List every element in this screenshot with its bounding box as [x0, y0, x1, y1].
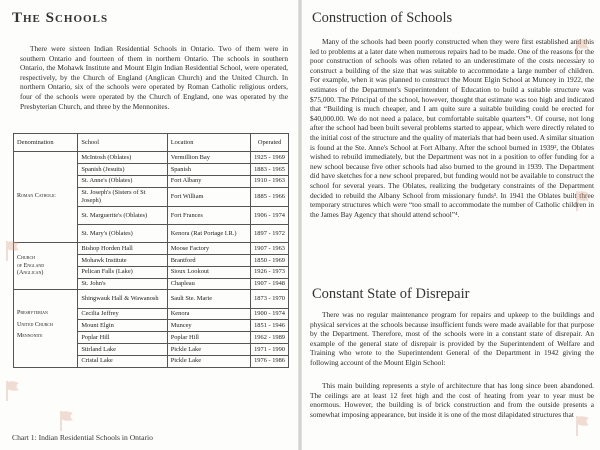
operated-cell: 1851 - 1946 [251, 320, 289, 332]
denomination-label: of England [17, 262, 45, 269]
section-title: Constant State of Disrepair [312, 286, 470, 302]
denomination-label: Church [17, 254, 36, 261]
operated-cell: 1883 - 1965 [251, 163, 289, 175]
left-page [0, 0, 298, 450]
operated-cell: 1906 - 1974 [251, 206, 289, 224]
school-cell: Bishop Horden Hall [78, 243, 167, 255]
operated-cell: 1926 - 1973 [251, 266, 289, 278]
location-cell: Fort William [167, 187, 250, 206]
table-caption: Chart 1: Indian Residential Schools in Ontario [12, 433, 153, 442]
table-header-row [14, 134, 289, 152]
school-cell: St. Anne's (Oblates) [78, 175, 167, 187]
operated-cell: 1873 - 1970 [251, 290, 289, 308]
construction-paragraph: Many of the schools had been poorly constructed when they were first established and this led to problems at a later date when numerous repairs had to be made. One of the reasons for the poor construction of schools was often related to an underestimate of the costs necessary to construct a building of the size that was suitable to accommodate a large number of children. For example, when it was planned to construct the Mount Elgin School at Muncey in 1922, the estimates of the Department's Superintendent of Education to build a suitable structure was $75,000. The Principal of the school, however, thought that estimate was too high and indicated that “Building is much cheaper, and I am quite sure a suitable building could be erected for $40,000.00. We do not need a palace, but comfortable suitable quarters”¹. Of course, not long after the school had been built several problems started to appear, which were directly related to the initial cost of the structure and the quality of materials that had been used. A similar situation is found at the Ste. Anne's School at Fort Albany. After the school burned in 1939², the Oblates wished to rebuild immediately, but the Department was not in a position to offer funding for a new school because five other schools had also burned to the ground in 1939. The Department did have sketches for a new school prepared, but funding would not be available to construct the school for several years. The Oblates, realizing the budgetary constraints of the Department decided to rebuild the Albany School from missionary funds³. In 1941 the Oblates built three temporary structures which were “too small to accommodate the number of Catholic children in the James Bay Agency that should attend school”⁴. [310, 37, 594, 219]
school-cell: Pelican Falls (Lake) [78, 266, 167, 278]
table-row [14, 290, 289, 308]
location-cell: Sault Ste. Marie [167, 290, 250, 308]
denomination-cell [14, 152, 78, 243]
schools-table [13, 133, 289, 368]
location-cell: Moose Factory [167, 243, 250, 255]
school-cell: Cristal Lake [78, 355, 167, 367]
denomination-label: Presbyterian [17, 310, 48, 317]
location-cell: Sioux Lookout [167, 266, 250, 278]
page-title: The Schools [12, 10, 109, 26]
intro-paragraph: There were sixteen Indian Residential Schools in Ontario. Two of them were in southern Ontario and fourteen of them in northern Ontario. The schools in southern Ontario, the Mohawk Institute and Mount Elgin Indian Residential School, were operated, respectively, by the Church of England (Anglican Church) and the United Church. In northern Ontario, six of the schools were operated by Roman Catholic religious orders, four of the schools were operated by the Church of England, one was operated by the Presbyterian Church, and three by the Mennonites. [20, 44, 288, 111]
location-cell: Muncey [167, 320, 250, 332]
operated-cell: 1910 - 1963 [251, 175, 289, 187]
operated-cell: 1885 - 1966 [251, 187, 289, 206]
operated-cell: 1925 - 1969 [251, 152, 289, 164]
flag-watermark-icon [4, 240, 22, 262]
school-cell: Poplar Hill [78, 332, 167, 344]
denomination-label: Mennonite [17, 333, 43, 340]
school-cell: Stirland Lake [78, 343, 167, 355]
location-cell: Vermillion Bay [167, 152, 250, 164]
location-cell: Kenora (Rat Portage I.R.) [167, 225, 250, 243]
header-school: School [78, 134, 167, 152]
location-cell: Poplar Hill [167, 332, 250, 344]
school-cell: St. Joseph's (Sisters of St Joseph) [78, 187, 167, 206]
flag-watermark-icon [574, 415, 592, 437]
flag-watermark-icon [4, 380, 22, 402]
operated-cell: 1907 - 1963 [251, 243, 289, 255]
section-title: Construction of Schools [312, 10, 453, 26]
denomination-label: (Anglican) [17, 270, 44, 277]
header-denomination: Denomination [14, 134, 78, 152]
school-cell: McIntosh (Oblates) [78, 152, 167, 164]
operated-cell: 1900 - 1974 [251, 308, 289, 320]
school-cell: Cecilia Jeffrey [78, 308, 167, 320]
table-row [14, 243, 289, 255]
school-cell: St. Mary's (Oblates) [78, 225, 167, 243]
school-cell: Mount Elgin [78, 320, 167, 332]
operated-cell: 1962 - 1989 [251, 332, 289, 344]
quoted-paragraph: This main building represents a style of architecture that has long since been abandoned. The ceilings are at least 12 feet high and the cost of heating from year to year must be enormous. However, the building is of brick construction and from the outside presents a somewhat imposing appearance, but inside it is one of the most dilapidated structures that [310, 381, 594, 419]
school-cell: Shingwauk Hall & Wawanosh [78, 290, 167, 308]
disrepair-paragraph: There was no regular maintenance program for repairs and upkeep to the buildings and physical services at the schools because insufficient funds were made available for that purpose by the Department. Therefore, most of the schools were in a constant state of disrepair. An example of the general state of disrepair is provided by the Superintendent of Welfare and Training who wrote to the Superintendent General of the Department in 1942 giving the following account of the Mount Elgin School: [310, 310, 594, 367]
location-cell: Pickle Lake [167, 343, 250, 355]
location-cell: Fort Albany [167, 175, 250, 187]
header-operated: Operated [251, 134, 289, 152]
header-location: Location [167, 134, 250, 152]
operated-cell: 1897 - 1972 [251, 225, 289, 243]
school-cell: Mohawk Institute [78, 255, 167, 267]
location-cell: Spanish [167, 163, 250, 175]
location-cell: Chapleau [167, 278, 250, 290]
flag-watermark-icon [58, 410, 76, 432]
denomination-label: United Church [17, 321, 53, 328]
school-cell: St. John's [78, 278, 167, 290]
denomination-cell [14, 290, 78, 367]
operated-cell: 1850 - 1969 [251, 255, 289, 267]
flag-watermark-icon [574, 190, 592, 212]
right-page [302, 0, 600, 450]
school-cell: Spanish (Jesuits) [78, 163, 167, 175]
location-cell: Pickle Lake [167, 355, 250, 367]
location-cell: Fort Frances [167, 206, 250, 224]
operated-cell: 1976 - 1986 [251, 355, 289, 367]
location-cell: Brantford [167, 255, 250, 267]
denomination-cell [14, 243, 78, 290]
operated-cell: 1971 - 1990 [251, 343, 289, 355]
table-row [14, 152, 289, 164]
denomination-label: Roman Catholic [17, 193, 56, 200]
location-cell: Kenora [167, 308, 250, 320]
school-cell: St. Marguerite's (Oblates) [78, 206, 167, 224]
operated-cell: 1907 - 1948 [251, 278, 289, 290]
flag-watermark-icon [574, 38, 592, 60]
